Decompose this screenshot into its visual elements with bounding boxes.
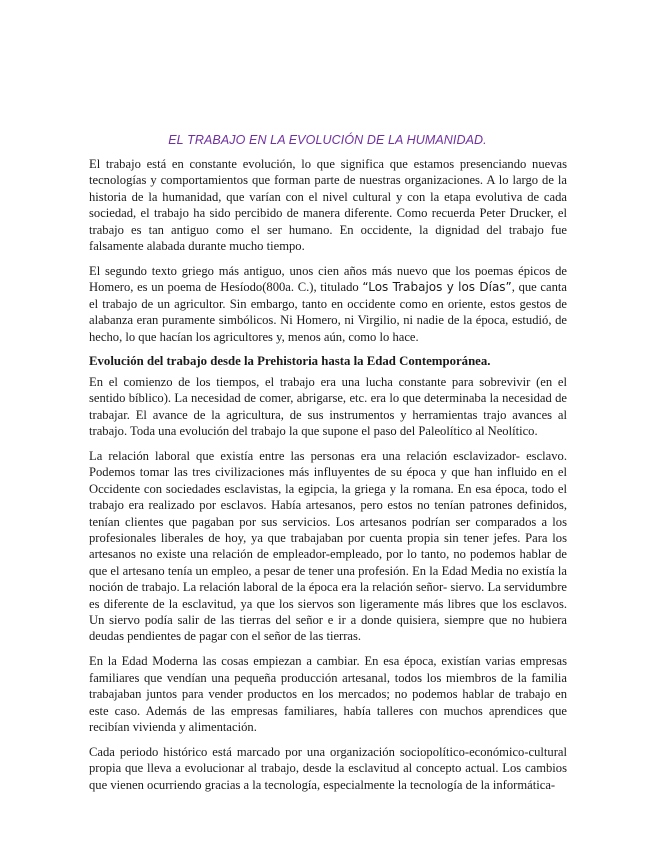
paragraph-prehistoria: En el comienzo de los tiempos, el trabajo era una lucha constante para sobrevivir (en el sentido bíblico). La necesidad de comer, abrigarse, etc. era lo que determinaba la necesidad de trabajar. El avance de la agricultura, de sus instrumentos y herramientas trajo avances al trabajo. Toda una evolución del trabajo la que supone el paso del Paleolítico al Neolítico. — [89, 374, 567, 439]
document-body — [89, 156, 567, 802]
paragraph-hesiodo — [89, 263, 567, 345]
paragraph-hesiodo-part1: El segundo texto griego más antiguo, unos cien años más nuevo que los poemas épicos de Homero, es un poema de Hesíodo(800a. C.), titulado — [89, 263, 567, 295]
paragraph-periodo-historico: Cada periodo histórico está marcado por una organización sociopolítico-económico-cultural propia que lleva a evolucionar al trabajo, desde la esclavitud al concepto actual. Los cambios que vienen ocurriendo gracias a la tecnología, especialmente la tecnología de la informática- — [89, 744, 567, 792]
paragraph-relacion-laboral: La relación laboral que existía entre las personas era una relación esclavizador- esclavo. Podemos tomar las tres civilizaciones más influyentes de su época y que han influido en el Occidente con sociedades esclavistas, la egipcia, la griega y la romana. En esa época, todo el trabajo era realizado por esclavos. Había artesanos, pero estos no tenían patrones definidos, tenían clientes que pagaban por sus servicios. Los artesanos podrían ser comparados a los profesionales liberales de hoy, ya que trabajaban por cuenta propia sin tener jefes. Para los artesanos no existe una relación de empleador-empleado, por lo tanto, no podemos hablar de que el artesano tenía un empleo, a pesar de tener una profesión. En la Edad Media no existía la noción de trabajo. La relación laboral de la época era la relación señor- siervo. La servidumbre es diferente de la esclavitud, ya que los siervos son ligeramente más libres que los esclavos. Un siervo podía salir de las tierras del señor e ir a donde quisiera, siempre que no hubiera deudas pendientes de pagar con el señor de las tierras. — [89, 449, 567, 644]
work-title: “Los Trabajos y los Días” — [362, 280, 512, 295]
paragraph-hesiodo-part2: , que canta el trabajo de un agricultor. Sin embargo, tanto en occidente como en oriente, estos gestos de alabanza eran puramente simbólicos. Ni Homero, ni Virgilio, ni nadie de la época, estudió, de hecho, lo que hacían los agricultores y, menos aún, como lo hace. — [89, 280, 567, 344]
page-title: EL TRABAJO EN LA EVOLUCIÓN DE LA HUMANIDAD. — [168, 133, 487, 147]
paragraph-edad-moderna: En la Edad Moderna las cosas empiezan a cambiar. En esa época, existían varias empresas familiares que vendían una pequeña producción artesanal, todos los miembros de la familia trabajaban juntos para vender productos en los mercados; no podemos hablar de trabajo en este caso. Además de las empresas familiares, había talleres con muchos aprendices que recibían vivienda y alimentación. — [89, 654, 567, 734]
section-heading: Evolución del trabajo desde la Prehistoria hasta la Edad Contemporánea. — [89, 354, 491, 369]
paragraph-intro: El trabajo está en constante evolución, lo que significa que estamos presenciando nuevas tecnologías y comportamientos que forman parte de nuestras organizaciones. A lo largo de la historia de la humanidad, que varían con el nivel cultural y con la etapa evolutiva de cada sociedad, el trabajo ha sido percibido de manera diferente. Como recuerda Peter Drucker, el trabajo es tan antiguo como el ser humano. En occidente, la dignidad del trabajo fue falsamente alabada durante mucho tiempo. — [89, 157, 567, 254]
